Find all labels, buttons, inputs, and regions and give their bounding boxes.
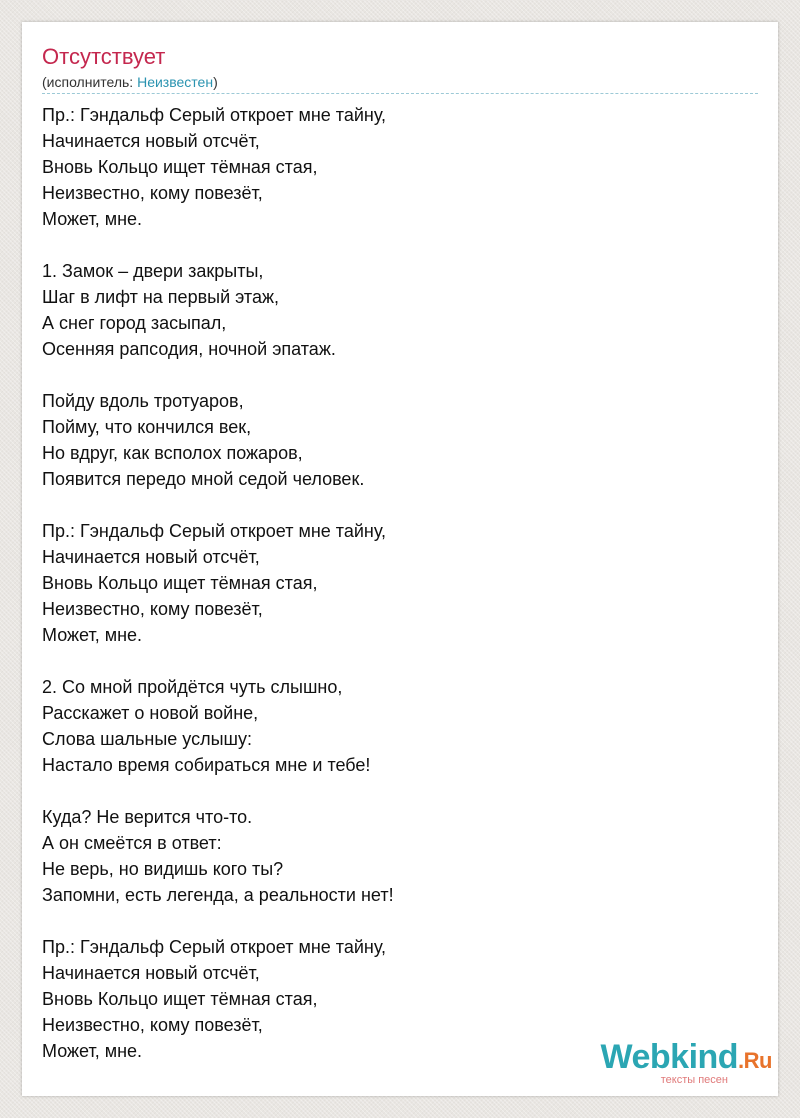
lyric-line: Настало время собираться мне и тебе! [42,755,371,775]
logo-tagline: тексты песен [660,1074,728,1086]
stanza [42,258,758,362]
lyric-line: Вновь Кольцо ищет тёмная стая, [42,573,318,593]
lyric-line: 1. Замок – двери закрыты, [42,261,264,281]
lyric-line: 2. Со мной пройдётся чуть слышно, [42,677,343,697]
lyric-line: А снег город засыпал, [42,313,227,333]
lyric-line: Неизвестно, кому повезёт, [42,599,263,619]
artist-suffix: ) [213,74,218,90]
lyric-line: Пр.: Гэндальф Серый откроет мне тайну, [42,521,387,541]
title-divider [42,93,758,94]
artist-line [42,73,218,91]
lyric-line: Шаг в лифт на первый этаж, [42,287,280,307]
lyric-line: Пойму, что кончился век, [42,417,252,437]
lyric-line: Начинается новый отсчёт, [42,131,260,151]
lyrics-body [42,102,758,1090]
lyric-line: Расскажет о новой войне, [42,703,259,723]
webkind-logo[interactable] [582,1040,772,1086]
stanza [42,388,758,492]
lyric-line: Запомни, есть легенда, а реальности нет! [42,885,394,905]
lyric-line: Неизвестно, кому повезёт, [42,183,263,203]
lyric-line: Вновь Кольцо ищет тёмная стая, [42,157,318,177]
lyric-line: Куда? Не верится что-то. [42,807,253,827]
lyric-line: Неизвестно, кому повезёт, [42,1015,263,1035]
lyric-line: Появится передо мной седой человек. [42,469,365,489]
song-title: Отсутствует [42,44,166,69]
lyric-line: Может, мне. [42,625,143,645]
lyric-line: Может, мне. [42,1041,143,1061]
lyrics-sheet [22,22,778,1096]
lyric-line: Пойду вдоль тротуаров, [42,391,244,411]
logo-tld: .Ru [738,1048,772,1073]
artist-prefix: (исполнитель: [42,74,138,90]
lyric-line: Пр.: Гэндальф Серый откроет мне тайну, [42,937,387,957]
lyric-line: Но вдруг, как всполох пожаров, [42,443,303,463]
lyric-line: Не верь, но видишь кого ты? [42,859,284,879]
lyric-line: Начинается новый отсчёт, [42,963,260,983]
logo-name: Webkind [600,1038,739,1076]
lyric-line: Начинается новый отсчёт, [42,547,260,567]
stanza [42,518,758,648]
logo-wordmark [601,1040,773,1078]
lyric-line: Осенняя рапсодия, ночной эпатаж. [42,339,336,359]
stanza [42,674,758,778]
lyric-line: А он смеётся в ответ: [42,833,222,853]
lyric-line: Вновь Кольцо ищет тёмная стая, [42,989,318,1009]
artist-link[interactable]: Неизвестен [137,74,214,90]
stanza [42,804,758,908]
stanza [42,102,758,232]
lyric-line: Пр.: Гэндальф Серый откроет мне тайну, [42,105,387,125]
lyric-line: Может, мне. [42,209,143,229]
lyric-line: Слова шальные услышу: [42,729,252,749]
